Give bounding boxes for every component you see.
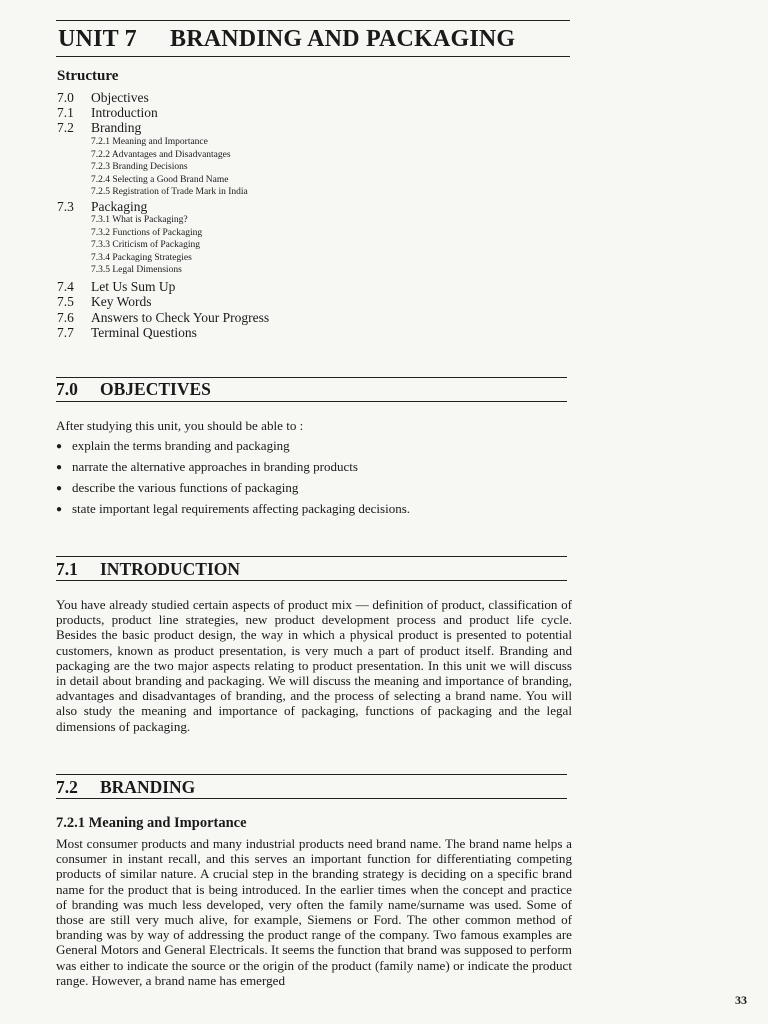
toc-number: 7.0 xyxy=(57,90,74,105)
section-number: 7.0 xyxy=(56,379,78,399)
toc-subitem: 7.2.1 Meaning and Importance xyxy=(91,137,208,147)
objective-bullet xyxy=(56,459,358,475)
objectives-bottom-rule xyxy=(56,401,567,402)
toc-subitem: 7.3.3 Criticism of Packaging xyxy=(91,240,200,250)
toc-label: Key Words xyxy=(91,294,152,309)
bullet-icon: ● xyxy=(56,504,63,515)
bullet-text: explain the terms branding and packaging xyxy=(72,438,290,453)
toc-number: 7.2 xyxy=(57,120,74,135)
section-heading-objectives xyxy=(56,379,211,400)
section-number: 7.2 xyxy=(56,777,78,797)
objective-bullet xyxy=(56,480,298,496)
toc-item-packaging xyxy=(57,199,147,215)
toc-item-sum-up xyxy=(57,279,175,295)
page-number: 33 xyxy=(735,993,747,1007)
bullet-text: state important legal requirements affecting packaging decisions. xyxy=(72,501,411,516)
section-heading-introduction xyxy=(56,559,240,580)
unit-title-text: BRANDING AND PACKAGING xyxy=(170,26,516,52)
toc-subitem: 7.3.1 What is Packaging? xyxy=(91,215,188,225)
toc-subitem: 7.3.4 Packaging Strategies xyxy=(91,253,192,263)
objectives-top-rule xyxy=(56,377,567,378)
objective-bullet xyxy=(56,438,290,454)
toc-number: 7.6 xyxy=(57,310,74,325)
bullet-icon: ● xyxy=(56,483,63,494)
toc-subitem: 7.3.5 Legal Dimensions xyxy=(91,265,182,275)
toc-item-key-words xyxy=(57,294,152,310)
toc-number: 7.3 xyxy=(57,199,74,214)
toc-label: Objectives xyxy=(91,90,149,105)
toc-subitem: 7.2.4 Selecting a Good Brand Name xyxy=(91,175,229,185)
toc-number: 7.7 xyxy=(57,325,74,340)
structure-heading: Structure xyxy=(57,68,119,84)
toc-subitem: 7.3.2 Functions of Packaging xyxy=(91,228,203,238)
introduction-paragraph: You have already studied certain aspects of product mix — definition of product, classification of products, product line strategies, new product development process and product life cycle. Besides the basic product design, the way in which a physical product is presented to potential customers, known as product presentation, is very much a part of product itself. Branding and packaging are the two major aspects relating to product presentation. In this unit we will discuss in detail about branding and packaging. We will discuss the meaning and importance of branding, advantages and disadvantages of branding, and the process of selecting a brand name. You will also study the meaning and importance of packaging, functions of packaging and the legal dimensions of packaging. xyxy=(56,597,572,734)
toc-subitem: 7.2.3 Branding Decisions xyxy=(91,162,188,172)
toc-subitem: 7.2.2 Advantages and Disadvantages xyxy=(91,150,231,160)
section-heading-branding xyxy=(56,777,195,798)
toc-label: Let Us Sum Up xyxy=(91,279,176,294)
toc-label: Branding xyxy=(91,120,142,135)
bullet-text: narrate the alternative approaches in branding products xyxy=(72,459,358,474)
subsection-heading-meaning: 7.2.1 Meaning and Importance xyxy=(56,815,247,831)
unit-title xyxy=(58,26,515,53)
unit-number: UNIT 7 xyxy=(58,26,137,52)
toc-item-answers xyxy=(57,310,269,326)
objective-bullet xyxy=(56,501,410,517)
toc-item-branding xyxy=(57,120,141,136)
toc-number: 7.1 xyxy=(57,105,74,120)
bullet-text: describe the various functions of packaging xyxy=(72,480,299,495)
title-bottom-rule xyxy=(56,56,570,57)
toc-label: Packaging xyxy=(91,199,148,214)
toc-item-objectives xyxy=(57,90,149,106)
branding-bottom-rule xyxy=(56,798,567,799)
section-title: OBJECTIVES xyxy=(100,379,211,399)
section-number: 7.1 xyxy=(56,559,78,579)
toc-item-terminal-questions xyxy=(57,325,197,341)
title-top-rule xyxy=(56,20,570,21)
branding-paragraph: Most consumer products and many industrial products need brand name. The brand name helps a consumer in instant recall, and this serves an important function for differentiating competing products of similar nature. A crucial step in the branding strategy is deciding on a specific brand name for the product that is being introduced. In the earlier times when the concept and practice of branding was much less developed, very often the family name/surname was used. Some of those are still very much alive, for example, Siemens or Ford. The other common method of branding was by way of addressing the product range of the company. Two famous examples are General Motors and General Electricals. It seems the function that brand was supposed to perform was either to indicate the source or the origin of the product (family name) or indicate the product range. However, a brand name has emerged xyxy=(56,836,572,988)
branding-top-rule xyxy=(56,774,567,775)
bullet-icon: ● xyxy=(56,462,63,473)
section-title: BRANDING xyxy=(100,777,196,797)
introduction-top-rule xyxy=(56,556,567,557)
toc-label: Answers to Check Your Progress xyxy=(91,310,270,325)
toc-label: Terminal Questions xyxy=(91,325,197,340)
toc-label: Introduction xyxy=(91,105,158,120)
objectives-intro: After studying this unit, you should be able to : xyxy=(56,418,304,433)
section-title: INTRODUCTION xyxy=(100,559,241,579)
bullet-icon: ● xyxy=(56,441,63,452)
introduction-bottom-rule xyxy=(56,580,567,581)
toc-subitem: 7.2.5 Registration of Trade Mark in India xyxy=(91,187,248,197)
toc-item-introduction xyxy=(57,105,158,121)
toc-number: 7.4 xyxy=(57,279,74,294)
toc-number: 7.5 xyxy=(57,294,74,309)
